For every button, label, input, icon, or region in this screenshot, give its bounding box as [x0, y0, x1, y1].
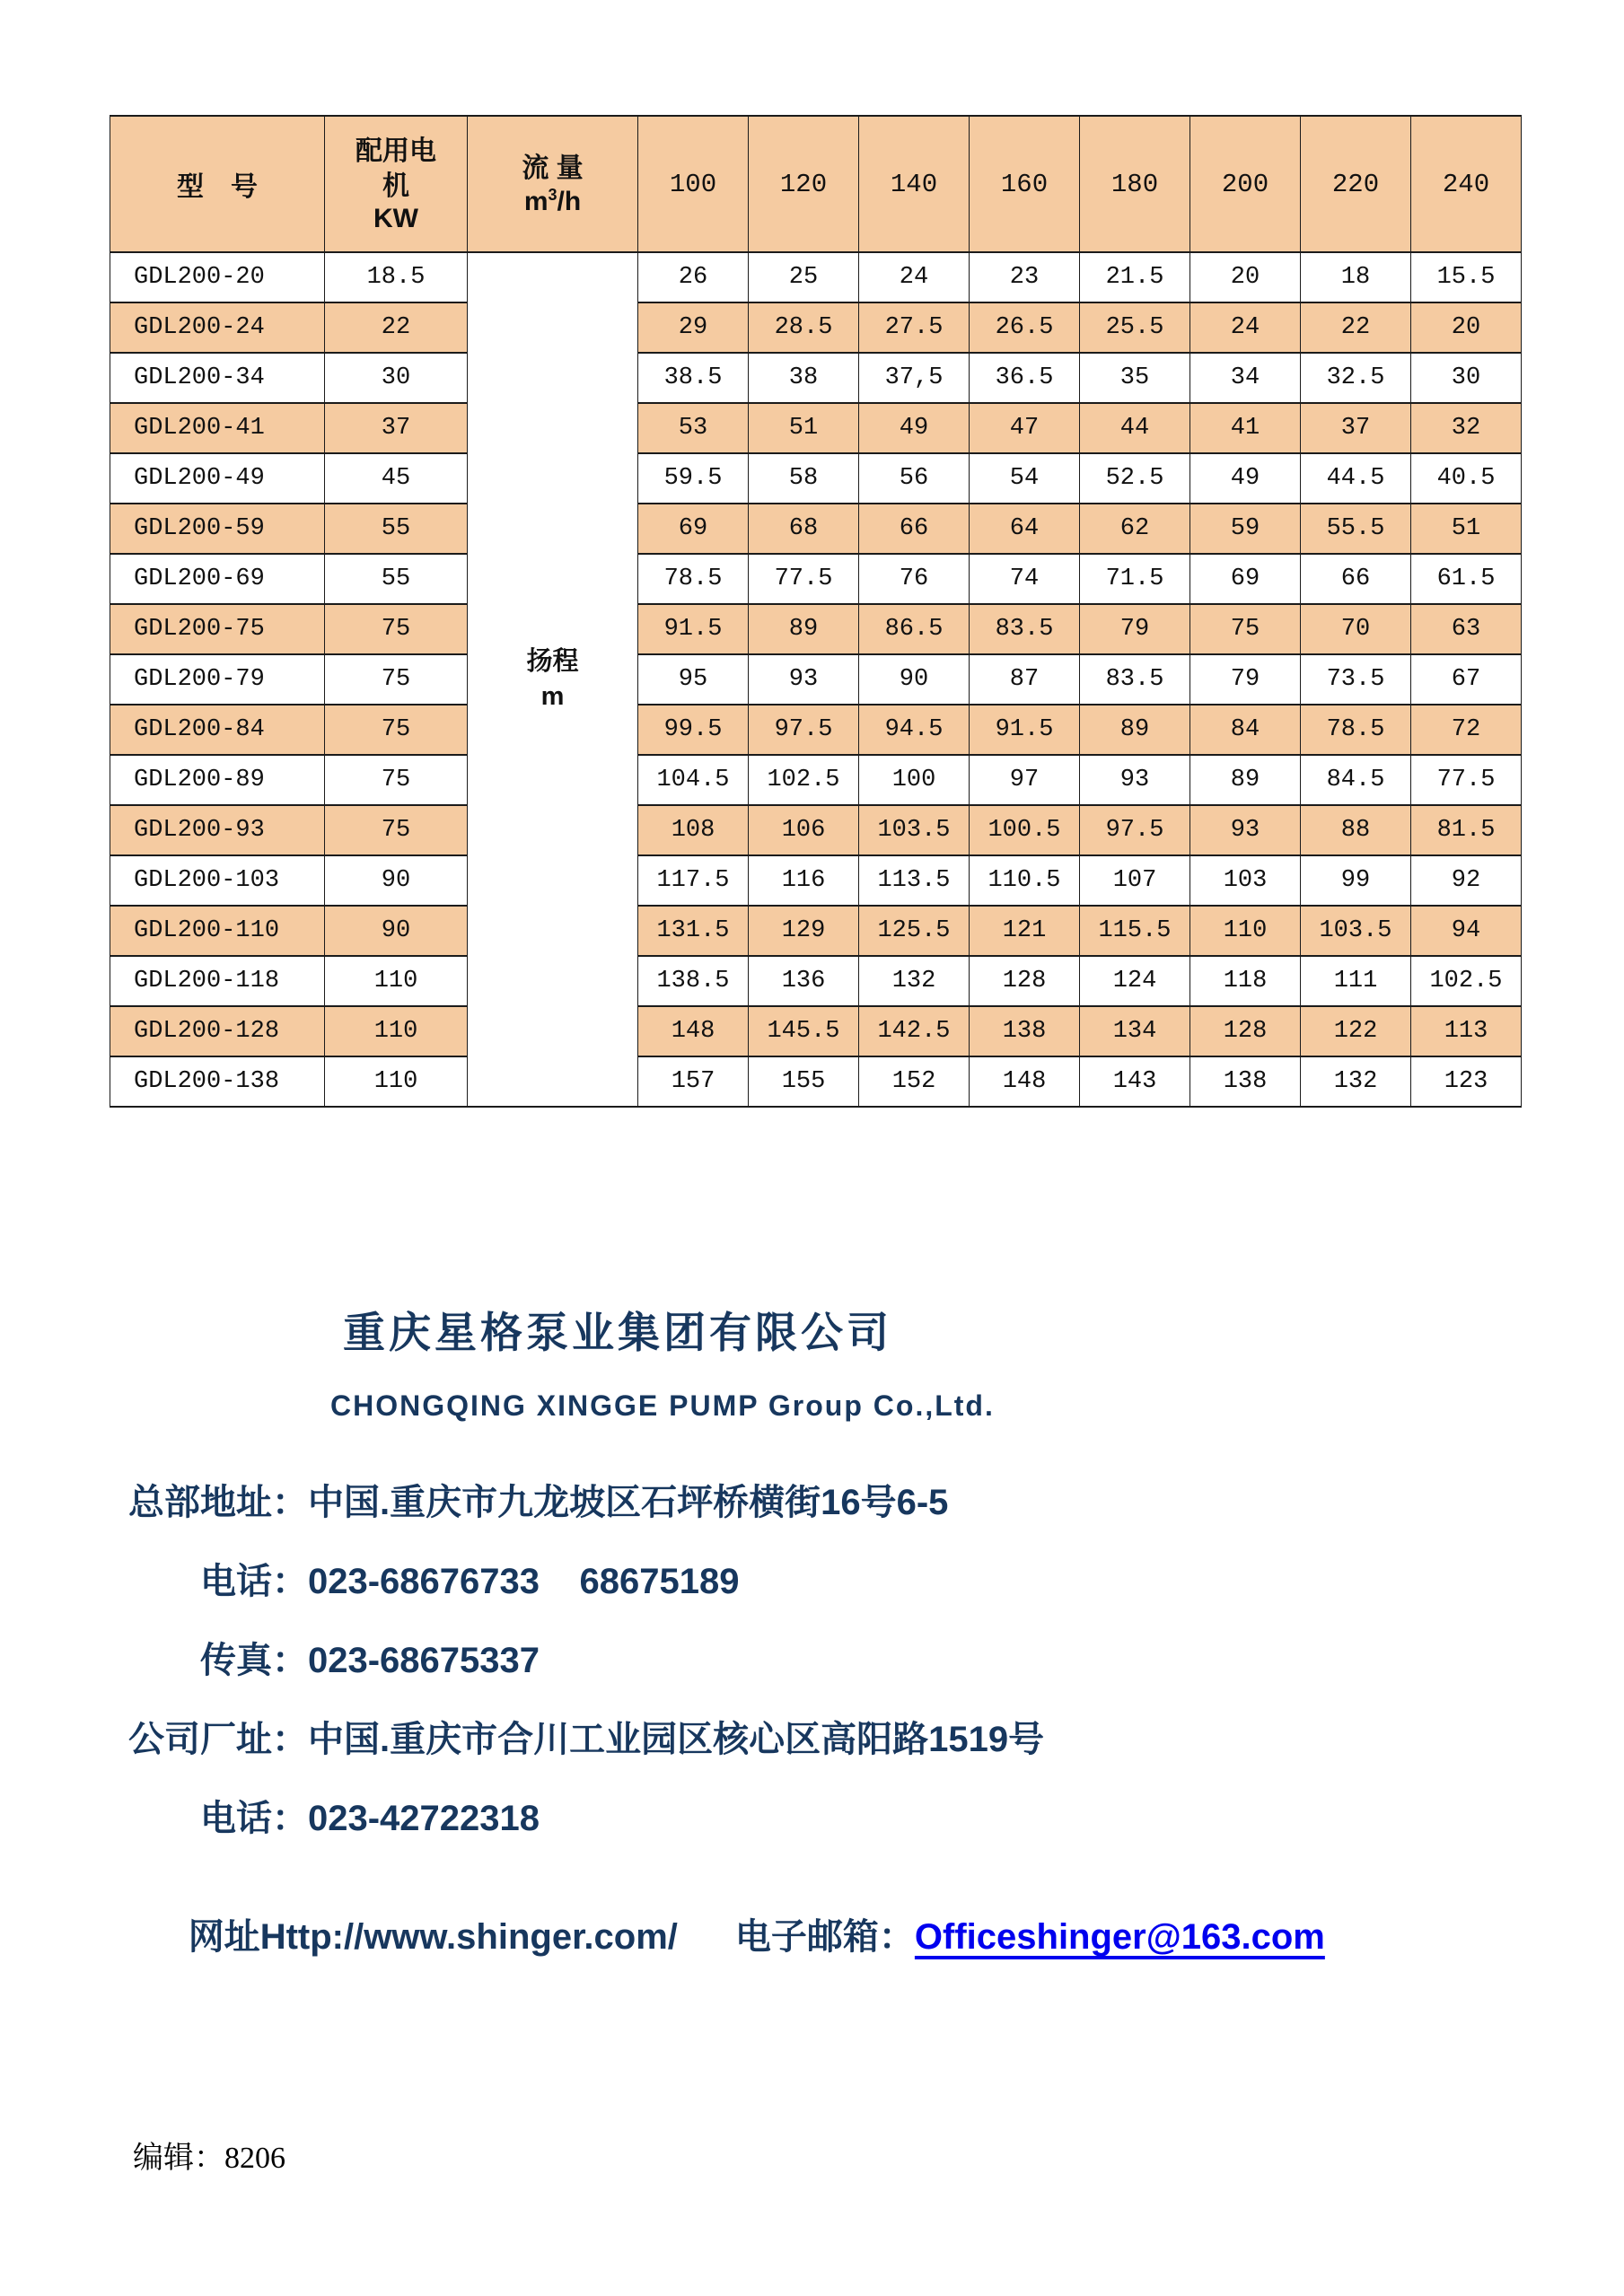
motor-kw-cell: 75: [325, 755, 468, 805]
header-motor: [325, 116, 468, 252]
head-value-cell: 73.5: [1301, 654, 1411, 705]
head-value-cell: 20: [1190, 252, 1301, 302]
head-value-cell: 83.5: [970, 604, 1080, 654]
head-value-cell: 79: [1080, 604, 1190, 654]
head-value-cell: 100.5: [970, 805, 1080, 855]
head-value-cell: 63: [1411, 604, 1522, 654]
head-value-cell: 51: [1411, 504, 1522, 554]
head-value-cell: 71.5: [1080, 554, 1190, 604]
header-motor-label: 配用电机: [356, 136, 436, 201]
head-value-cell: 91.5: [970, 705, 1080, 755]
head-value-cell: 28.5: [749, 302, 859, 353]
head-value-cell: 32.5: [1301, 353, 1411, 403]
table-row: [110, 353, 1522, 403]
contact-value: 中国.重庆市九龙坡区石坪桥横街16号6-5: [308, 1483, 949, 1522]
head-value-cell: 99.5: [638, 705, 749, 755]
head-value-cell: 55.5: [1301, 504, 1411, 554]
head-value-cell: 128: [1190, 1006, 1301, 1056]
model-cell: GDL200-59: [110, 504, 325, 554]
head-value-cell: 38.5: [638, 353, 749, 403]
head-value-cell: 157: [638, 1056, 749, 1107]
head-value-cell: 106: [749, 805, 859, 855]
head-value-cell: 70: [1301, 604, 1411, 654]
model-cell: GDL200-34: [110, 353, 325, 403]
model-cell: GDL200-110: [110, 906, 325, 956]
head-value-cell: 23: [970, 252, 1080, 302]
header-flow-unit: $m^3/h$: [523, 186, 582, 216]
head-value-cell: 37,5: [859, 353, 970, 403]
model-cell: GDL200-24: [110, 302, 325, 353]
contact-line-hq-address: [128, 1483, 1325, 1522]
motor-kw-cell: 22: [325, 302, 468, 353]
head-value-cell: 27.5: [859, 302, 970, 353]
motor-kw-cell: 90: [325, 855, 468, 906]
header-flow-240: 240: [1411, 116, 1522, 252]
head-value-cell: 143: [1080, 1056, 1190, 1107]
head-value-cell: 30: [1411, 353, 1522, 403]
contact-label: 传真：: [200, 1641, 308, 1680]
head-value-cell: 15.5: [1411, 252, 1522, 302]
model-cell: GDL200-93: [110, 805, 325, 855]
head-value-cell: 89: [1190, 755, 1301, 805]
header-flow-label: 流 量: [522, 153, 584, 183]
head-value-cell: 38: [749, 353, 859, 403]
head-value-cell: 37: [1301, 403, 1411, 453]
motor-kw-cell: 18.5: [325, 252, 468, 302]
header-flow-100: 100: [638, 116, 749, 252]
head-value-cell: 131.5: [638, 906, 749, 956]
head-value-cell: 84.5: [1301, 755, 1411, 805]
head-value-cell: 113.5: [859, 855, 970, 906]
head-value-cell: 108: [638, 805, 749, 855]
model-cell: GDL200-20: [110, 252, 325, 302]
table-row: [110, 956, 1522, 1006]
head-column-cell: [468, 252, 638, 1107]
head-value-cell: 97.5: [1080, 805, 1190, 855]
head-value-cell: 129: [749, 906, 859, 956]
head-value-cell: 97.5: [749, 705, 859, 755]
model-cell: GDL200-118: [110, 956, 325, 1006]
head-value-cell: 155: [749, 1056, 859, 1107]
head-value-cell: 79: [1190, 654, 1301, 705]
head-value-cell: 18: [1301, 252, 1411, 302]
motor-kw-cell: 110: [325, 1056, 468, 1107]
head-value-cell: 20: [1411, 302, 1522, 353]
table-row: [110, 1006, 1522, 1056]
head-label: 扬程: [526, 646, 579, 676]
table-row: [110, 554, 1522, 604]
table-row: [110, 1056, 1522, 1107]
motor-kw-cell: 90: [325, 906, 468, 956]
head-value-cell: 102.5: [1411, 956, 1522, 1006]
contact-label: 电话：: [200, 1799, 308, 1838]
head-value-cell: 21.5: [1080, 252, 1190, 302]
contact-value: 023-68675337: [308, 1641, 540, 1680]
head-value-cell: 103.5: [859, 805, 970, 855]
head-value-cell: 90: [859, 654, 970, 705]
head-value-cell: 76: [859, 554, 970, 604]
table-row: [110, 705, 1522, 755]
motor-kw-cell: 30: [325, 353, 468, 403]
table-row: [110, 453, 1522, 504]
head-value-cell: 26.5: [970, 302, 1080, 353]
head-value-cell: 124: [1080, 956, 1190, 1006]
table-row: [110, 403, 1522, 453]
model-cell: GDL200-89: [110, 755, 325, 805]
pump-spec-table: [110, 115, 1522, 1108]
head-value-cell: 67: [1411, 654, 1522, 705]
head-value-cell: 91.5: [638, 604, 749, 654]
model-cell: GDL200-41: [110, 403, 325, 453]
head-value-cell: 99: [1301, 855, 1411, 906]
table-row: [110, 805, 1522, 855]
head-value-cell: 61.5: [1411, 554, 1522, 604]
table-row: [110, 302, 1522, 353]
head-value-cell: 110: [1190, 906, 1301, 956]
header-flow-180: 180: [1080, 116, 1190, 252]
model-cell: GDL200-128: [110, 1006, 325, 1056]
table-header-row: [110, 116, 1522, 252]
table-row: [110, 855, 1522, 906]
email-label: 电子邮箱：: [734, 1917, 915, 1957]
model-cell: GDL200-79: [110, 654, 325, 705]
contact-value: 023-68676733 68675189: [308, 1562, 740, 1601]
head-value-cell: 123: [1411, 1056, 1522, 1107]
head-value-cell: 72: [1411, 705, 1522, 755]
contact-value: 中国.重庆市合川工业园区核心区高阳路1519号: [308, 1720, 1045, 1759]
header-model: 型 号: [110, 116, 325, 252]
head-value-cell: 56: [859, 453, 970, 504]
head-value-cell: 100: [859, 755, 970, 805]
editor-value: 8206: [224, 2142, 285, 2175]
head-value-cell: 121: [970, 906, 1080, 956]
head-value-cell: 86.5: [859, 604, 970, 654]
head-value-cell: 93: [749, 654, 859, 705]
head-value-cell: 69: [638, 504, 749, 554]
head-value-cell: 134: [1080, 1006, 1190, 1056]
head-value-cell: 51: [749, 403, 859, 453]
head-value-cell: 26: [638, 252, 749, 302]
head-value-cell: 93: [1080, 755, 1190, 805]
head-value-cell: 47: [970, 403, 1080, 453]
head-value-cell: 148: [638, 1006, 749, 1056]
head-value-cell: 92: [1411, 855, 1522, 906]
contact-line-web: [128, 1878, 1325, 1957]
model-cell: GDL200-49: [110, 453, 325, 504]
head-value-cell: 75: [1190, 604, 1301, 654]
motor-kw-cell: 110: [325, 956, 468, 1006]
head-value-cell: 81.5: [1411, 805, 1522, 855]
head-value-cell: 78.5: [638, 554, 749, 604]
head-value-cell: 24: [859, 252, 970, 302]
table-row: [110, 604, 1522, 654]
contact-line-fax: [200, 1641, 1325, 1680]
model-cell: GDL200-138: [110, 1056, 325, 1107]
head-value-cell: 52.5: [1080, 453, 1190, 504]
head-value-cell: 69: [1190, 554, 1301, 604]
head-value-cell: 24: [1190, 302, 1301, 353]
head-value-cell: 145.5: [749, 1006, 859, 1056]
motor-kw-cell: 75: [325, 654, 468, 705]
head-value-cell: 74: [970, 554, 1080, 604]
header-flow-120: 120: [749, 116, 859, 252]
head-value-cell: 95: [638, 654, 749, 705]
contact-label: 电话：: [200, 1562, 308, 1601]
head-value-cell: 59: [1190, 504, 1301, 554]
head-value-cell: 102.5: [749, 755, 859, 805]
motor-kw-cell: 37: [325, 403, 468, 453]
motor-kw-cell: 45: [325, 453, 468, 504]
website-url[interactable]: Http://www.shinger.com/: [259, 1917, 678, 1957]
head-value-cell: 40.5: [1411, 453, 1522, 504]
motor-kw-cell: 75: [325, 805, 468, 855]
website-label: 网址: [188, 1917, 260, 1957]
table-row: [110, 906, 1522, 956]
head-value-cell: 104.5: [638, 755, 749, 805]
head-value-cell: 49: [859, 403, 970, 453]
head-value-cell: 138: [1190, 1056, 1301, 1107]
head-value-cell: 132: [859, 956, 970, 1006]
head-value-cell: 58: [749, 453, 859, 504]
head-value-cell: 25: [749, 252, 859, 302]
company-name-cn: 重庆星格泵业集团有限公司: [343, 1309, 892, 1356]
head-value-cell: 148: [970, 1056, 1080, 1107]
model-cell: GDL200-75: [110, 604, 325, 654]
head-value-cell: 68: [749, 504, 859, 554]
head-value-cell: 22: [1301, 302, 1411, 353]
model-cell: GDL200-84: [110, 705, 325, 755]
contact-line-phone-1: [200, 1562, 1325, 1601]
head-value-cell: 118: [1190, 956, 1301, 1006]
header-flow-220: 220: [1301, 116, 1411, 252]
head-value-cell: 89: [1080, 705, 1190, 755]
head-value-cell: 88: [1301, 805, 1411, 855]
editor-label: 编辑：: [133, 2142, 224, 2175]
head-value-cell: 117.5: [638, 855, 749, 906]
head-value-cell: 122: [1301, 1006, 1411, 1056]
head-unit: m: [540, 682, 565, 711]
head-value-cell: 44: [1080, 403, 1190, 453]
head-value-cell: 110.5: [970, 855, 1080, 906]
head-value-cell: 49: [1190, 453, 1301, 504]
header-flow: [468, 116, 638, 252]
contact-label: 公司厂址：: [128, 1720, 308, 1759]
company-name-en: CHONGQING XINGGE PUMP Group Co.,Ltd.: [330, 1389, 995, 1422]
head-value-cell: 115.5: [1080, 906, 1190, 956]
table-row: [110, 504, 1522, 554]
motor-kw-cell: 55: [325, 504, 468, 554]
contact-block: [128, 1483, 1325, 1957]
motor-kw-cell: 75: [325, 604, 468, 654]
head-value-cell: 84: [1190, 705, 1301, 755]
head-value-cell: 64: [970, 504, 1080, 554]
head-value-cell: 152: [859, 1056, 970, 1107]
head-value-cell: 142.5: [859, 1006, 970, 1056]
head-value-cell: 32: [1411, 403, 1522, 453]
contact-line-phone-2: [200, 1799, 1325, 1838]
motor-kw-cell: 55: [325, 554, 468, 604]
head-value-cell: 94.5: [859, 705, 970, 755]
table-body: [110, 252, 1522, 1107]
contact-label: 总部地址：: [128, 1483, 308, 1522]
editor-note: [133, 2133, 285, 2177]
header-flow-160: 160: [970, 116, 1080, 252]
head-value-cell: 53: [638, 403, 749, 453]
email-group: [735, 1917, 1325, 1957]
head-value-cell: 83.5: [1080, 654, 1190, 705]
email-link[interactable]: Officeshinger@163.com: [914, 1917, 1325, 1957]
head-value-cell: 97: [970, 755, 1080, 805]
head-value-cell: 111: [1301, 956, 1411, 1006]
head-value-cell: 66: [1301, 554, 1411, 604]
head-value-cell: 78.5: [1301, 705, 1411, 755]
header-motor-unit: KW: [373, 204, 418, 233]
head-value-cell: 77.5: [1411, 755, 1522, 805]
head-value-cell: 138.5: [638, 956, 749, 1006]
head-value-cell: 34: [1190, 353, 1301, 403]
head-value-cell: 59.5: [638, 453, 749, 504]
header-flow-140: 140: [859, 116, 970, 252]
header-flow-200: 200: [1190, 116, 1301, 252]
head-value-cell: 25.5: [1080, 302, 1190, 353]
head-value-cell: 107: [1080, 855, 1190, 906]
motor-kw-cell: 110: [325, 1006, 468, 1056]
head-value-cell: 36.5: [970, 353, 1080, 403]
table-row: [110, 654, 1522, 705]
head-value-cell: 35: [1080, 353, 1190, 403]
contact-value: 023-42722318: [308, 1799, 540, 1838]
head-value-cell: 103.5: [1301, 906, 1411, 956]
head-value-cell: 132: [1301, 1056, 1411, 1107]
head-value-cell: 125.5: [859, 906, 970, 956]
head-value-cell: 29: [638, 302, 749, 353]
head-value-cell: 89: [749, 604, 859, 654]
head-value-cell: 41: [1190, 403, 1301, 453]
head-value-cell: 136: [749, 956, 859, 1006]
model-cell: GDL200-69: [110, 554, 325, 604]
head-value-cell: 54: [970, 453, 1080, 504]
head-value-cell: 113: [1411, 1006, 1522, 1056]
table-row: [110, 755, 1522, 805]
head-value-cell: 94: [1411, 906, 1522, 956]
table-row: [110, 252, 1522, 302]
head-value-cell: 93: [1190, 805, 1301, 855]
head-value-cell: 87: [970, 654, 1080, 705]
head-value-cell: 44.5: [1301, 453, 1411, 504]
head-value-cell: 103: [1190, 855, 1301, 906]
head-value-cell: 66: [859, 504, 970, 554]
head-value-cell: 128: [970, 956, 1080, 1006]
model-cell: GDL200-103: [110, 855, 325, 906]
head-value-cell: 116: [749, 855, 859, 906]
head-value-cell: 62: [1080, 504, 1190, 554]
head-value-cell: 138: [970, 1006, 1080, 1056]
contact-line-factory-address: [128, 1720, 1325, 1759]
motor-kw-cell: 75: [325, 705, 468, 755]
head-value-cell: 77.5: [749, 554, 859, 604]
